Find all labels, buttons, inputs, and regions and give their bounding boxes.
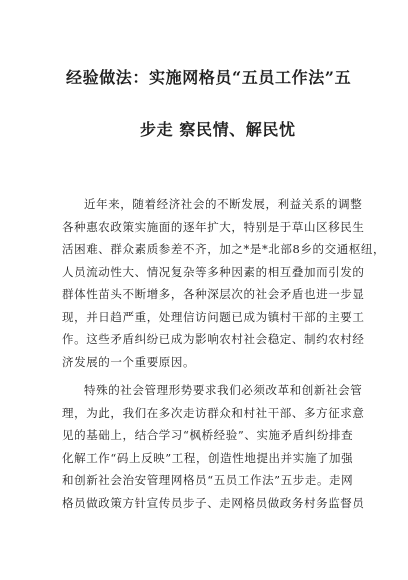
paragraph-1-line: 各种惠农政策实施面的逐年扩大，特别是于草山区移民生 bbox=[62, 219, 365, 234]
paragraph-1-line: 现，并日趋严重，处理信访问题已成为镇村干部的主要工 bbox=[62, 309, 365, 324]
paragraph-2-line: 见的基础上，结合学习“枫桥经验”、实施矛盾纠纷排查 bbox=[62, 428, 354, 442]
paragraph-1-line: 济发展的一个重要原因。 bbox=[62, 354, 196, 369]
paragraph-1-line: 近年来，随着经济社会的不断发展，利益关系的调整 bbox=[84, 197, 363, 211]
paragraph-1 bbox=[62, 193, 386, 373]
paragraph-1-line: 群体性苗头不断增多，各种深层次的社会矛盾也进一步显 bbox=[62, 287, 365, 301]
paragraph-1-line: 活困难、群众素质参差不齐，加之*是*北部8乡的交通枢纽， bbox=[62, 242, 386, 256]
paragraph-2-line: 特殊的社会管理形势要求我们必须改革和创新社会管 bbox=[84, 383, 363, 397]
document-title-line-2: 步走 察民情、解民忧 bbox=[140, 120, 296, 139]
paragraph-2-line: 和创新社会治安管理网格员“五员工作法”五步走。走网 bbox=[62, 473, 354, 487]
paragraph-2-line: 格员做政策方针宣传员步子、走网格员做政务村务监督员 bbox=[62, 495, 365, 510]
paragraph-2 bbox=[62, 379, 365, 514]
paragraph-2-line: 理，为此，我们在多次走访群众和村社干部、多方征求意 bbox=[62, 405, 365, 420]
paragraph-2-line: 化解工作“码上反映”工程，创造性地提出并实施了加强 bbox=[62, 450, 354, 465]
document-title-line-1: 经验做法：实施网格员“五员工作法”五 bbox=[66, 68, 352, 87]
paragraph-1-line: 人员流动性大、情况复杂等多种因素的相互叠加而引发的 bbox=[62, 264, 365, 279]
paragraph-1-line: 作。这些矛盾纠纷已成为影响农村社会稳定、制约农村经 bbox=[62, 332, 365, 346]
